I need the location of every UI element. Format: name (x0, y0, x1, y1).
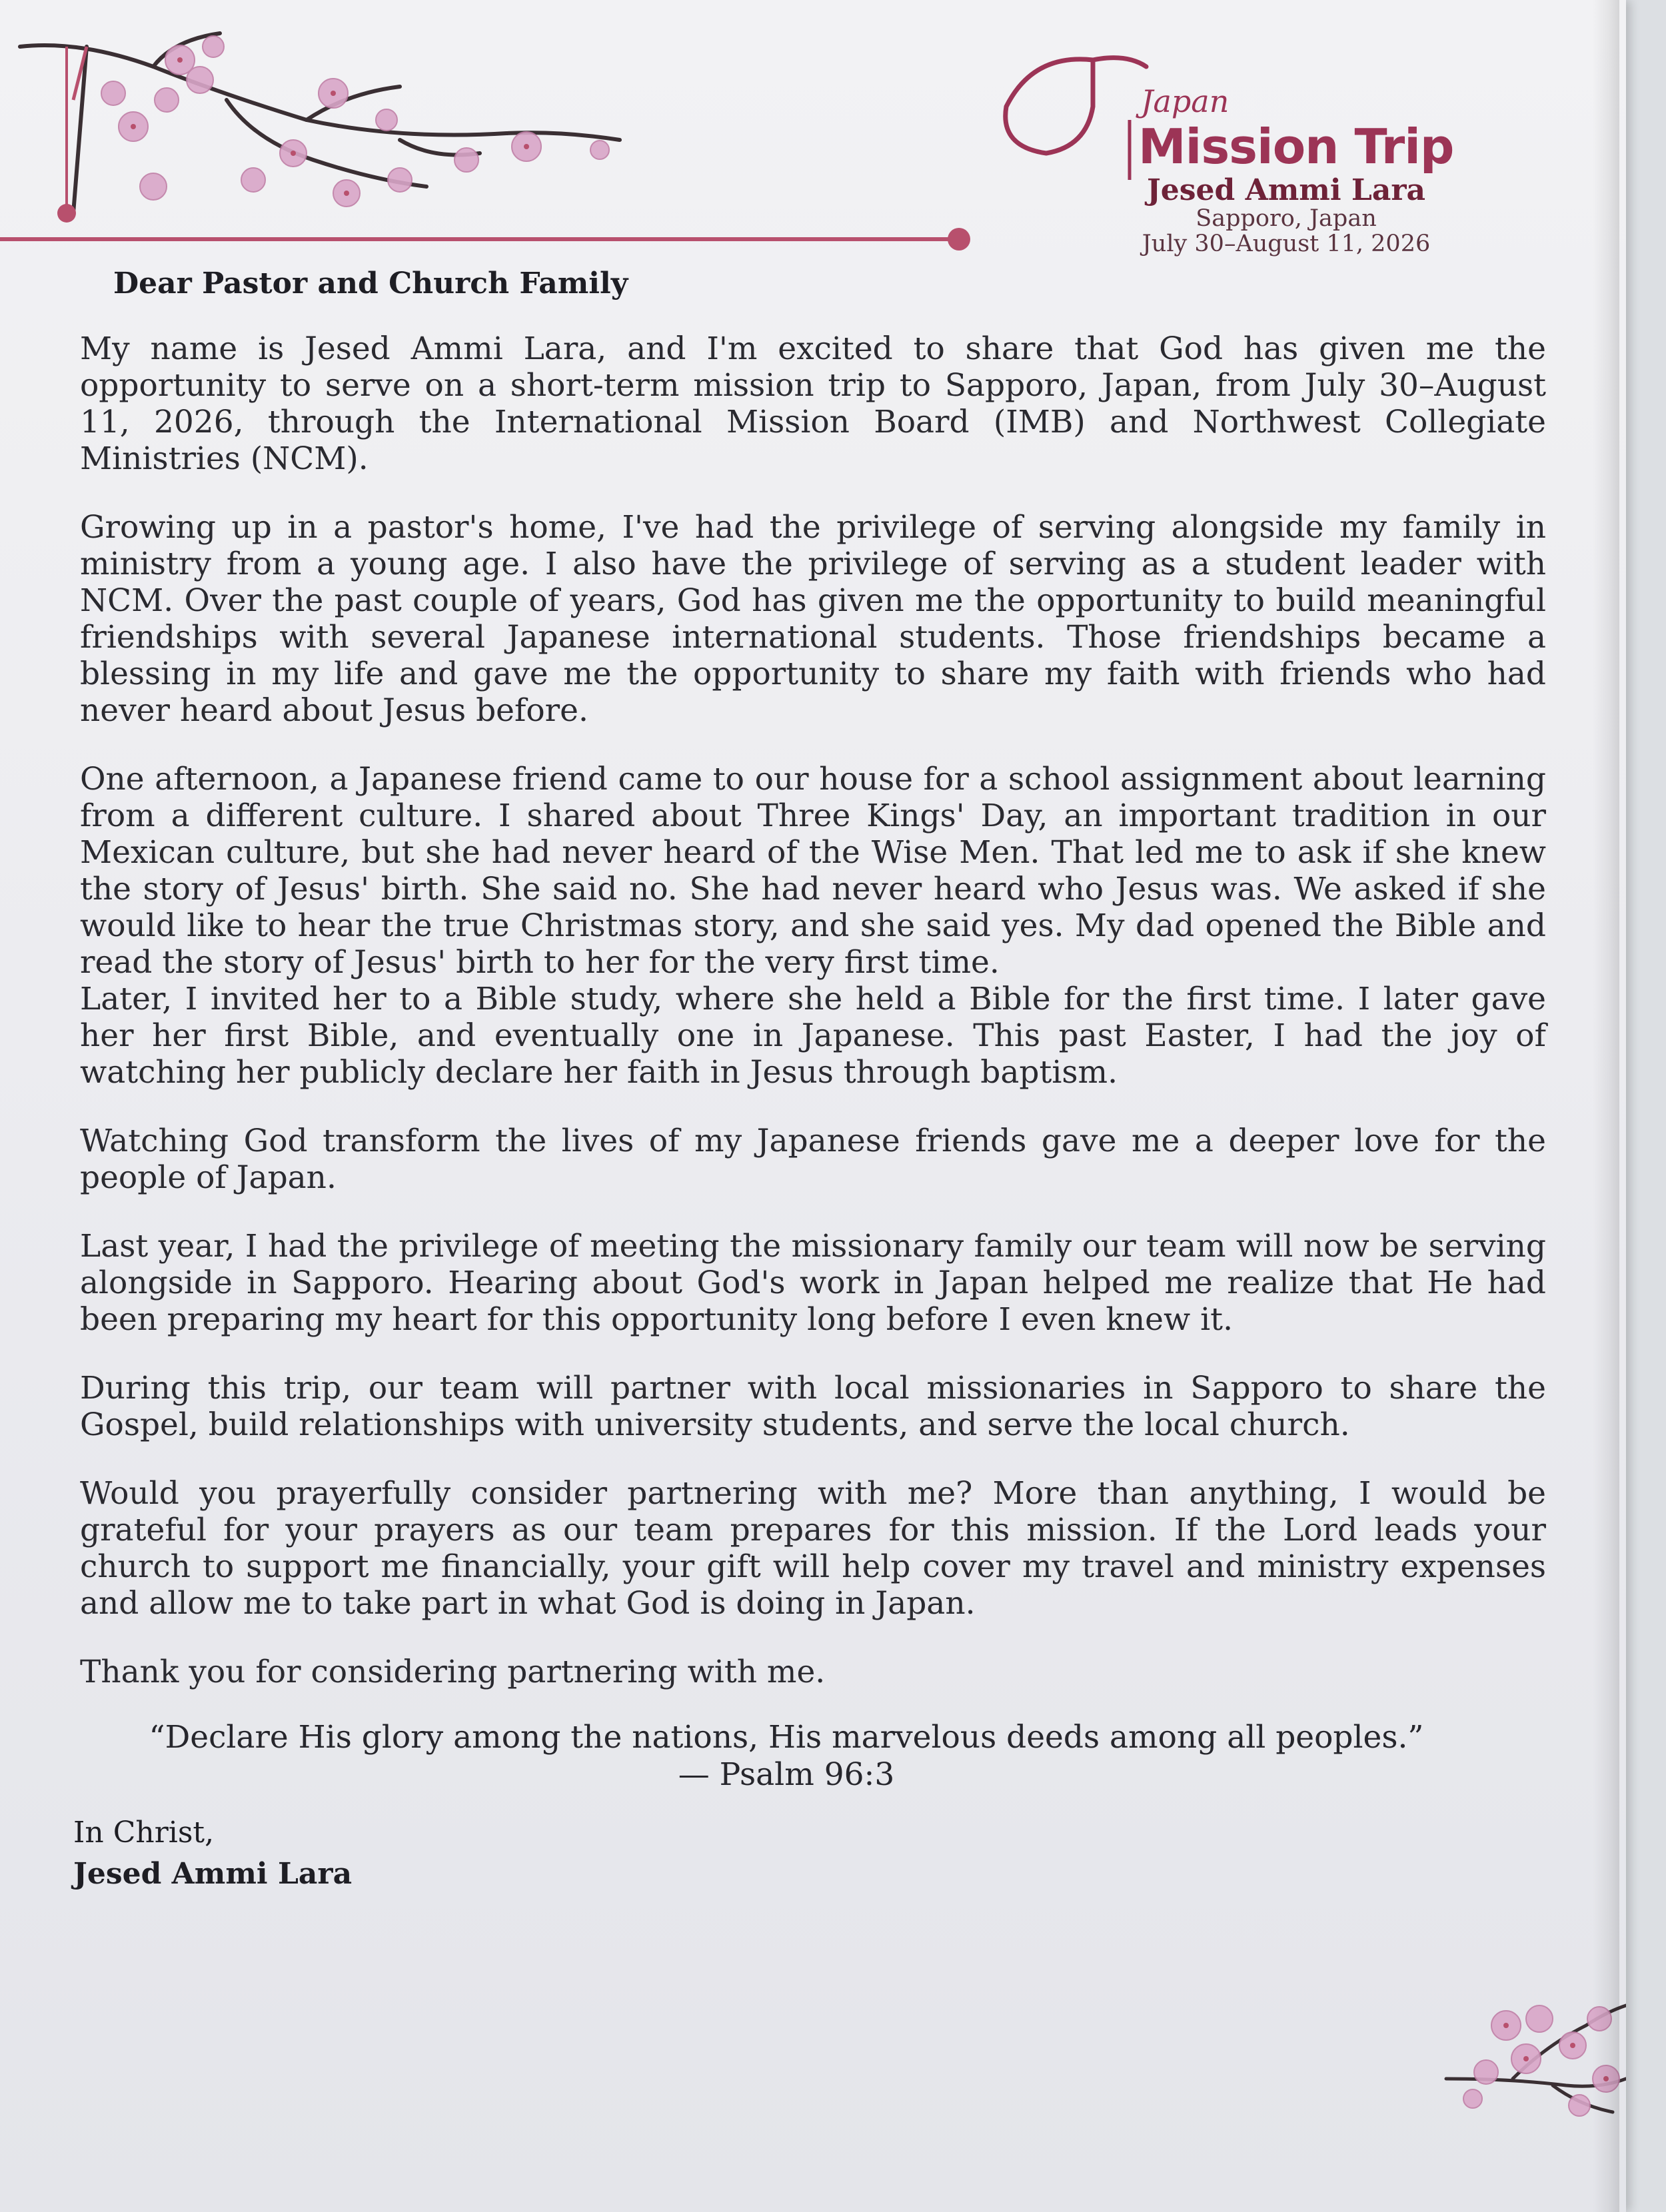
header-rule (0, 237, 960, 241)
letterhead-name: Jesed Ammi Lara (1146, 173, 1426, 207)
paragraph: My name is Jesed Ammi Lara, and I'm excited to share that God has given me the opportunity to serve on a short-term mission trip to Sapporo, Japan, from July 30–August 11, 2026, through the International Mission Board (IMB) and Northwest Collegiate Ministries (NCM). (80, 330, 1546, 477)
paragraph: Watching God transform the lives of my Japanese friends gave me a deeper love for the people of Japan. (80, 1123, 1546, 1196)
scripture-quote (120, 1719, 1453, 1794)
cherry-blossom-branch-icon (0, 20, 640, 233)
paragraph: Last year, I had the privilege of meeting the missionary family our team will now be serving alongside in Sapporo. Hearing about God's work in Japan helped me realize that He had been preparing my heart for this opportunity long before I even knew it. (80, 1228, 1546, 1338)
letterhead-title: Mission Trip (1138, 119, 1454, 175)
letterhead-location: Sapporo, Japan (1196, 205, 1377, 232)
paragraph: Growing up in a pastor's home, I've had the privilege of serving alongside my family in ministry from a young age. I also have the privilege of serving as a student leader with NCM. Over the past couple of years, God has given me the opportunity to build meaningful friendships with several Japanese international students. Those friendships became a blessing in my life and gave me the opportunity to share my faith with friends who had never heard about Jesus before. (80, 509, 1546, 729)
header-rule-dot (948, 228, 970, 251)
paragraph: Would you prayerfully consider partnering with me? More than anything, I would be grateful for your prayers as our team prepares for this mission. If the Lord leads your church to support me financially, your gift will help cover my travel and ministry expenses and allow me to take part in what God is doing in Japan. (80, 1475, 1546, 1622)
quote-reference: — Psalm 96:3 (678, 1756, 895, 1793)
paper-fold-shadow (1593, 0, 1619, 2212)
letterhead-dates: July 30–August 11, 2026 (1142, 231, 1431, 257)
letter-body (80, 330, 1546, 1722)
quote-text: “Declare His glory among the nations, His marvelous deeds among all peoples.” (149, 1719, 1424, 1756)
paragraph: Later, I invited her to a Bible study, where she held a Bible for the first time. I later gave her her first Bible, and eventually one in Japanese. This past Easter, I had the joy of watching her publicly declare her faith in Jesus through baptism. (80, 981, 1546, 1091)
paragraph: Thank you for considering partnering with me. (80, 1654, 826, 1690)
paragraph: During this trip, our team will partner with local missionaries in Sapporo to share the Gospel, build relationships with university students, and serve the local church. (80, 1370, 1546, 1443)
closing (73, 1812, 352, 1895)
closing-line: In Christ, (73, 1816, 215, 1850)
salutation: Dear Pastor and Church Family (113, 267, 628, 300)
script-word: Japan (1141, 83, 1230, 119)
paragraph: One afternoon, a Japanese friend came to our house for a school assignment about learning from a different culture. I shared about Three Kings' Day, an important tradition in our Mexican culture, but she had never heard of the Wise Men. That led me to ask if she knew the story of Jesus' birth. She said no. She had never heard who Jesus was. We asked if she would like to hear the true Christmas story, and she said yes. My dad opened the Bible and read the story of Jesus' birth to her for the very first time. (80, 761, 1546, 981)
signature: Jesed Ammi Lara (73, 1857, 353, 1891)
